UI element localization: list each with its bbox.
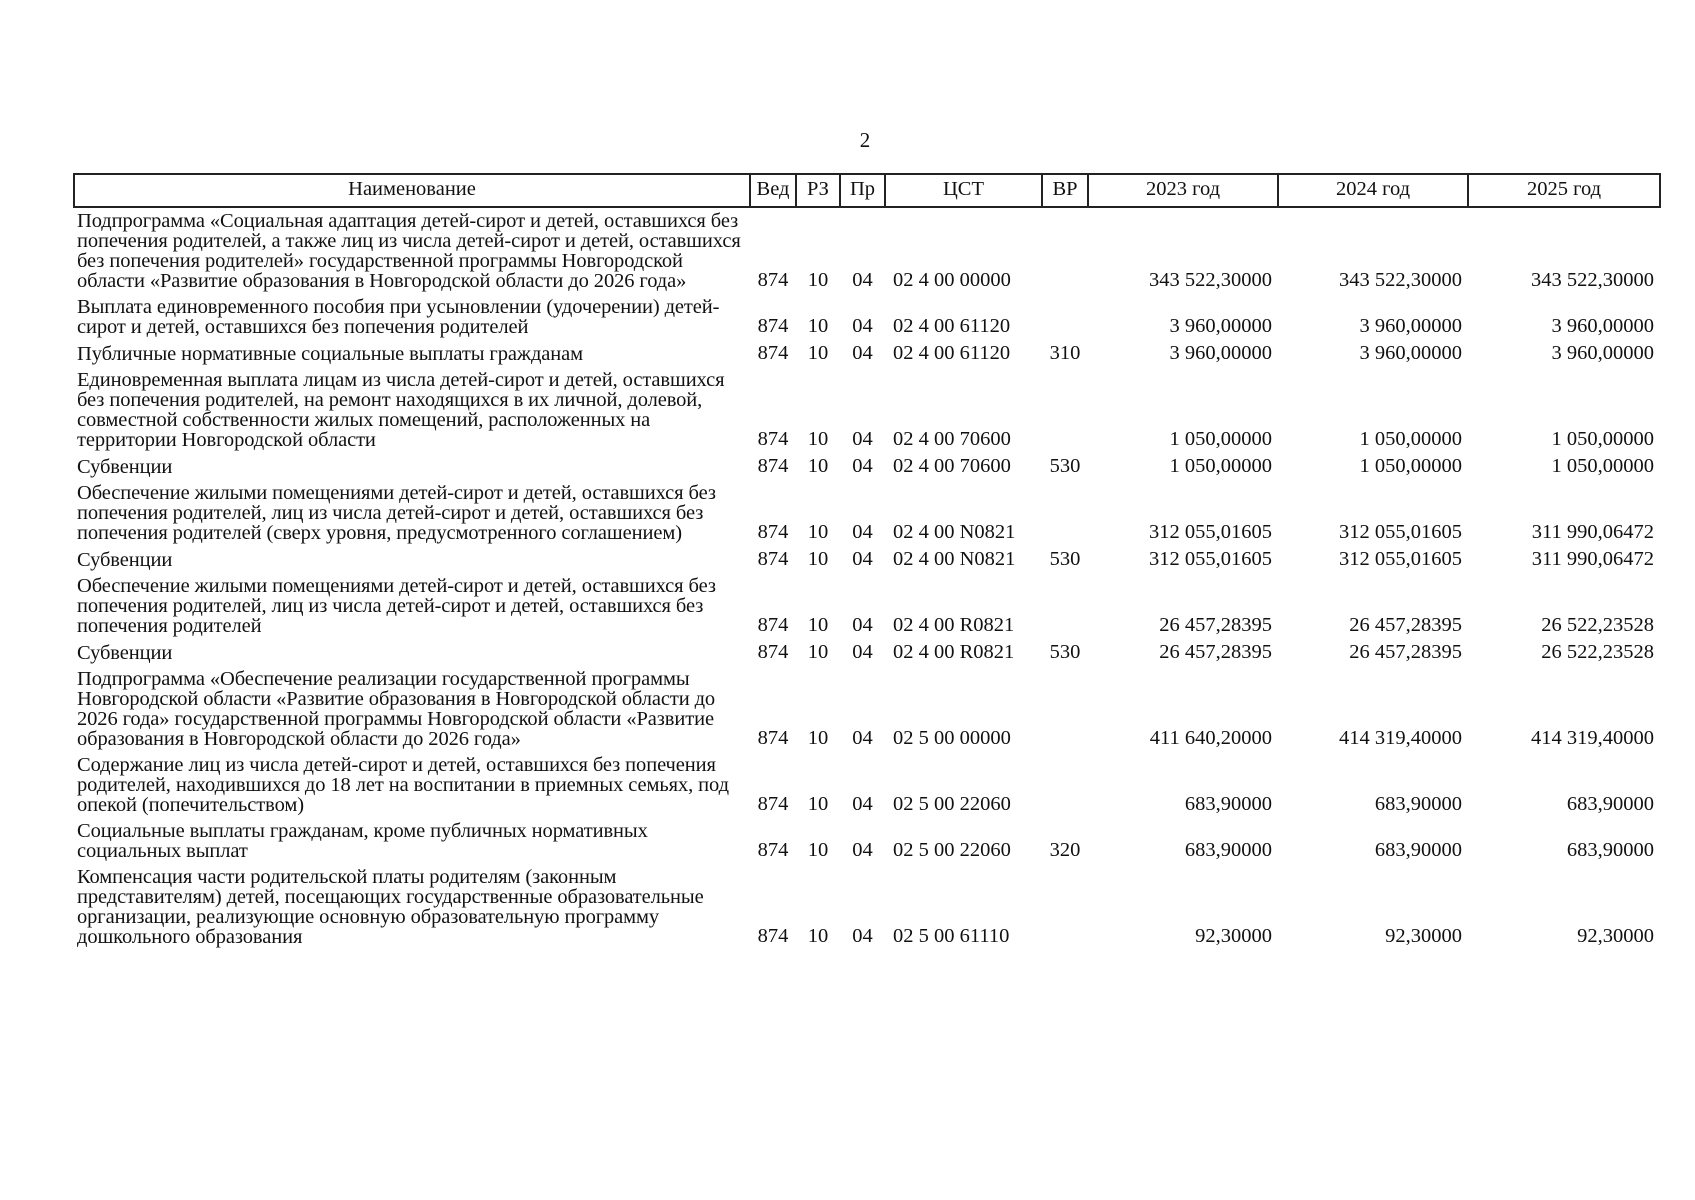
row-2025: 311 990,06472: [1531, 548, 1654, 570]
row-rz: 10: [807, 727, 829, 749]
table-row: [74, 752, 1660, 818]
row-cst: 02 5 00 00000: [893, 727, 1011, 749]
row-name: Содержание лиц из числа детей-сирот и детей, оставшихся без попечения родителей, находившихся до 18 лет на воспитании в приемных семьях, под опекой (попечительством): [77, 754, 729, 816]
table-row: [74, 573, 1660, 639]
row-2023: 3 960,00000: [1169, 342, 1272, 364]
row-name: Выплата единовременного пособия при усыновлении (удочерении) детей-сирот и детей, оставшихся без попечения родителей: [77, 296, 720, 338]
row-2023: 26 457,28395: [1159, 641, 1272, 663]
row-2024: 3 960,00000: [1359, 342, 1462, 364]
row-2025: 683,90000: [1566, 793, 1654, 815]
row-2024: 414 319,40000: [1339, 727, 1462, 749]
table-row: [74, 294, 1660, 340]
table-row: [74, 453, 1660, 480]
row-vr: [1042, 752, 1088, 818]
row-2023: 26 457,28395: [1159, 614, 1272, 636]
row-2025: 414 319,40000: [1531, 727, 1654, 749]
row-name: Подпрограмма «Обеспечение реализации государственной программы Новгородской области «Развитие образования в Новгородской области до 2026 года» государственной программы Новгородской области «Развитие образования в Новгородской области до 2026 года»: [77, 668, 716, 750]
row-rz: 10: [807, 614, 829, 636]
row-rz: 10: [807, 315, 829, 337]
header-cst: ЦСТ: [885, 174, 1042, 207]
row-2025: 3 960,00000: [1551, 315, 1654, 337]
row-cst: 02 4 00 61120: [893, 315, 1011, 337]
row-2025: 683,90000: [1566, 839, 1654, 861]
row-cst: 02 4 00 N0821: [893, 548, 1016, 570]
table-row: [74, 864, 1660, 950]
row-2023: 1 050,00000: [1169, 455, 1272, 477]
row-pr: 04: [852, 455, 873, 477]
row-2024: 683,90000: [1374, 839, 1462, 861]
row-ved: 874: [757, 925, 789, 947]
row-rz: 10: [807, 925, 829, 947]
row-pr: 04: [852, 521, 873, 543]
row-rz: 10: [807, 641, 829, 663]
row-2024: 683,90000: [1374, 793, 1462, 815]
row-vr: 530: [1049, 548, 1081, 570]
row-cst: 02 4 00 R0821: [893, 641, 1015, 663]
table-row: [74, 480, 1660, 546]
row-2023: 411 640,20000: [1149, 727, 1272, 749]
row-2024: 26 457,28395: [1349, 641, 1462, 663]
table-row: [74, 207, 1660, 294]
row-2024: 312 055,01605: [1339, 521, 1462, 543]
row-cst: 02 4 00 70600: [893, 455, 1011, 477]
row-rz: 10: [807, 521, 829, 543]
row-ved: 874: [757, 839, 789, 861]
row-cst: 02 5 00 22060: [893, 793, 1011, 815]
row-2023: 3 960,00000: [1169, 315, 1272, 337]
row-cst: 02 5 00 22060: [893, 839, 1011, 861]
row-rz: 10: [807, 548, 829, 570]
row-2025: 311 990,06472: [1531, 521, 1654, 543]
row-cst: 02 4 00 00000: [893, 269, 1011, 291]
row-2023: 312 055,01605: [1149, 521, 1272, 543]
row-vr: 320: [1049, 839, 1081, 861]
row-vr: [1042, 294, 1088, 340]
row-name: Подпрограмма «Социальная адаптация детей-сирот и детей, оставшихся без попечения родителей, а также лиц из числа детей-сирот и детей, оставшихся без попечения родителей» государственной программы Новгородской области «Развитие образования в Новгородской области до 2026 года»: [77, 210, 741, 292]
row-pr: 04: [852, 269, 873, 291]
row-2023: 683,90000: [1184, 839, 1272, 861]
header-2024: 2024 год: [1278, 174, 1468, 207]
row-vr: 530: [1049, 455, 1081, 477]
row-2023: 683,90000: [1184, 793, 1272, 815]
row-ved: 874: [757, 342, 789, 364]
row-vr: 530: [1049, 641, 1081, 663]
row-2025: 26 522,23528: [1541, 614, 1654, 636]
row-ved: 874: [757, 428, 789, 450]
header-name: Наименование: [74, 174, 750, 207]
row-pr: 04: [852, 727, 873, 749]
row-ved: 874: [757, 455, 789, 477]
row-ved: 874: [757, 269, 789, 291]
header-ved: Вед: [750, 174, 796, 207]
row-vr: [1042, 367, 1088, 453]
row-ved: 874: [757, 614, 789, 636]
row-pr: 04: [852, 315, 873, 337]
row-ved: 874: [757, 315, 789, 337]
row-2024: 343 522,30000: [1339, 269, 1462, 291]
row-2025: 92,30000: [1577, 925, 1654, 947]
row-name: Компенсация части родительской платы родителям (законным представителям) детей, посещающих государственные образовательные организации, реализующие основную образовательную программу дошкольного образования: [77, 866, 704, 948]
header-2023: 2023 год: [1088, 174, 1278, 207]
table-row: [74, 340, 1660, 367]
row-rz: 10: [807, 269, 829, 291]
row-name: Единовременная выплата лицам из числа детей-сирот и детей, оставшихся без попечения родителей, на ремонт находящихся в их личной, долевой, совместной собственности жилых помещений, расположенных на территории Новгородской области: [77, 369, 725, 451]
row-2023: 312 055,01605: [1149, 548, 1272, 570]
budget-table: [73, 173, 1661, 950]
row-name: Социальные выплаты гражданам, кроме публичных нормативных социальных выплат: [77, 820, 648, 862]
row-name: Субвенции: [77, 642, 173, 664]
row-2025: 1 050,00000: [1551, 455, 1654, 477]
row-2024: 1 050,00000: [1359, 428, 1462, 450]
row-rz: 10: [807, 793, 829, 815]
row-pr: 04: [852, 925, 873, 947]
row-2025: 26 522,23528: [1541, 641, 1654, 663]
table-row: [74, 666, 1660, 752]
header-rz: РЗ: [796, 174, 840, 207]
table-row: [74, 546, 1660, 573]
row-pr: 04: [852, 428, 873, 450]
row-name: Публичные нормативные социальные выплаты гражданам: [77, 343, 584, 365]
row-pr: 04: [852, 793, 873, 815]
row-2024: 26 457,28395: [1349, 614, 1462, 636]
row-vr: [1042, 573, 1088, 639]
row-2025: 1 050,00000: [1551, 428, 1654, 450]
row-vr: [1042, 666, 1088, 752]
row-rz: 10: [807, 342, 829, 364]
row-2025: 343 522,30000: [1531, 269, 1654, 291]
header-2025: 2025 год: [1468, 174, 1660, 207]
row-pr: 04: [852, 342, 873, 364]
row-ved: 874: [757, 521, 789, 543]
row-rz: 10: [807, 839, 829, 861]
row-name: Обеспечение жилыми помещениями детей-сирот и детей, оставшихся без попечения родителей, лиц из числа детей-сирот и детей, оставшихся без попечения родителей (сверх уровня, предусмотренного соглашением): [77, 482, 716, 544]
row-cst: 02 4 00 61120: [893, 342, 1011, 364]
row-name: Обеспечение жилыми помещениями детей-сирот и детей, оставшихся без попечения родителей, лиц из числа детей-сирот и детей, оставшихся без попечения родителей: [77, 575, 716, 637]
table-row: [74, 639, 1660, 666]
page-number: 2: [859, 128, 871, 152]
row-2024: 312 055,01605: [1339, 548, 1462, 570]
row-vr: [1042, 864, 1088, 950]
row-cst: 02 5 00 61110: [893, 925, 1010, 947]
row-rz: 10: [807, 455, 829, 477]
row-name: Субвенции: [77, 549, 173, 571]
row-pr: 04: [852, 839, 873, 861]
table-row: [74, 367, 1660, 453]
row-2023: 1 050,00000: [1169, 428, 1272, 450]
row-2025: 3 960,00000: [1551, 342, 1654, 364]
row-cst: 02 4 00 70600: [893, 428, 1011, 450]
row-2023: 92,30000: [1195, 925, 1272, 947]
row-2024: 3 960,00000: [1359, 315, 1462, 337]
row-name: Субвенции: [77, 456, 173, 478]
header-vr: ВР: [1042, 174, 1088, 207]
row-ved: 874: [757, 793, 789, 815]
row-pr: 04: [852, 641, 873, 663]
table-header-row: [74, 174, 1660, 207]
row-ved: 874: [757, 727, 789, 749]
row-2023: 343 522,30000: [1149, 269, 1272, 291]
row-cst: 02 4 00 R0821: [893, 614, 1015, 636]
row-rz: 10: [807, 428, 829, 450]
table-row: [74, 818, 1660, 864]
header-pr: Пр: [840, 174, 885, 207]
row-2024: 92,30000: [1385, 925, 1462, 947]
row-ved: 874: [757, 548, 789, 570]
row-vr: [1042, 480, 1088, 546]
row-pr: 04: [852, 614, 873, 636]
row-vr: [1042, 207, 1088, 294]
row-vr: 310: [1049, 342, 1081, 364]
row-pr: 04: [852, 548, 873, 570]
table-body: [74, 207, 1660, 950]
row-2024: 1 050,00000: [1359, 455, 1462, 477]
row-cst: 02 4 00 N0821: [893, 521, 1016, 543]
row-ved: 874: [757, 641, 789, 663]
